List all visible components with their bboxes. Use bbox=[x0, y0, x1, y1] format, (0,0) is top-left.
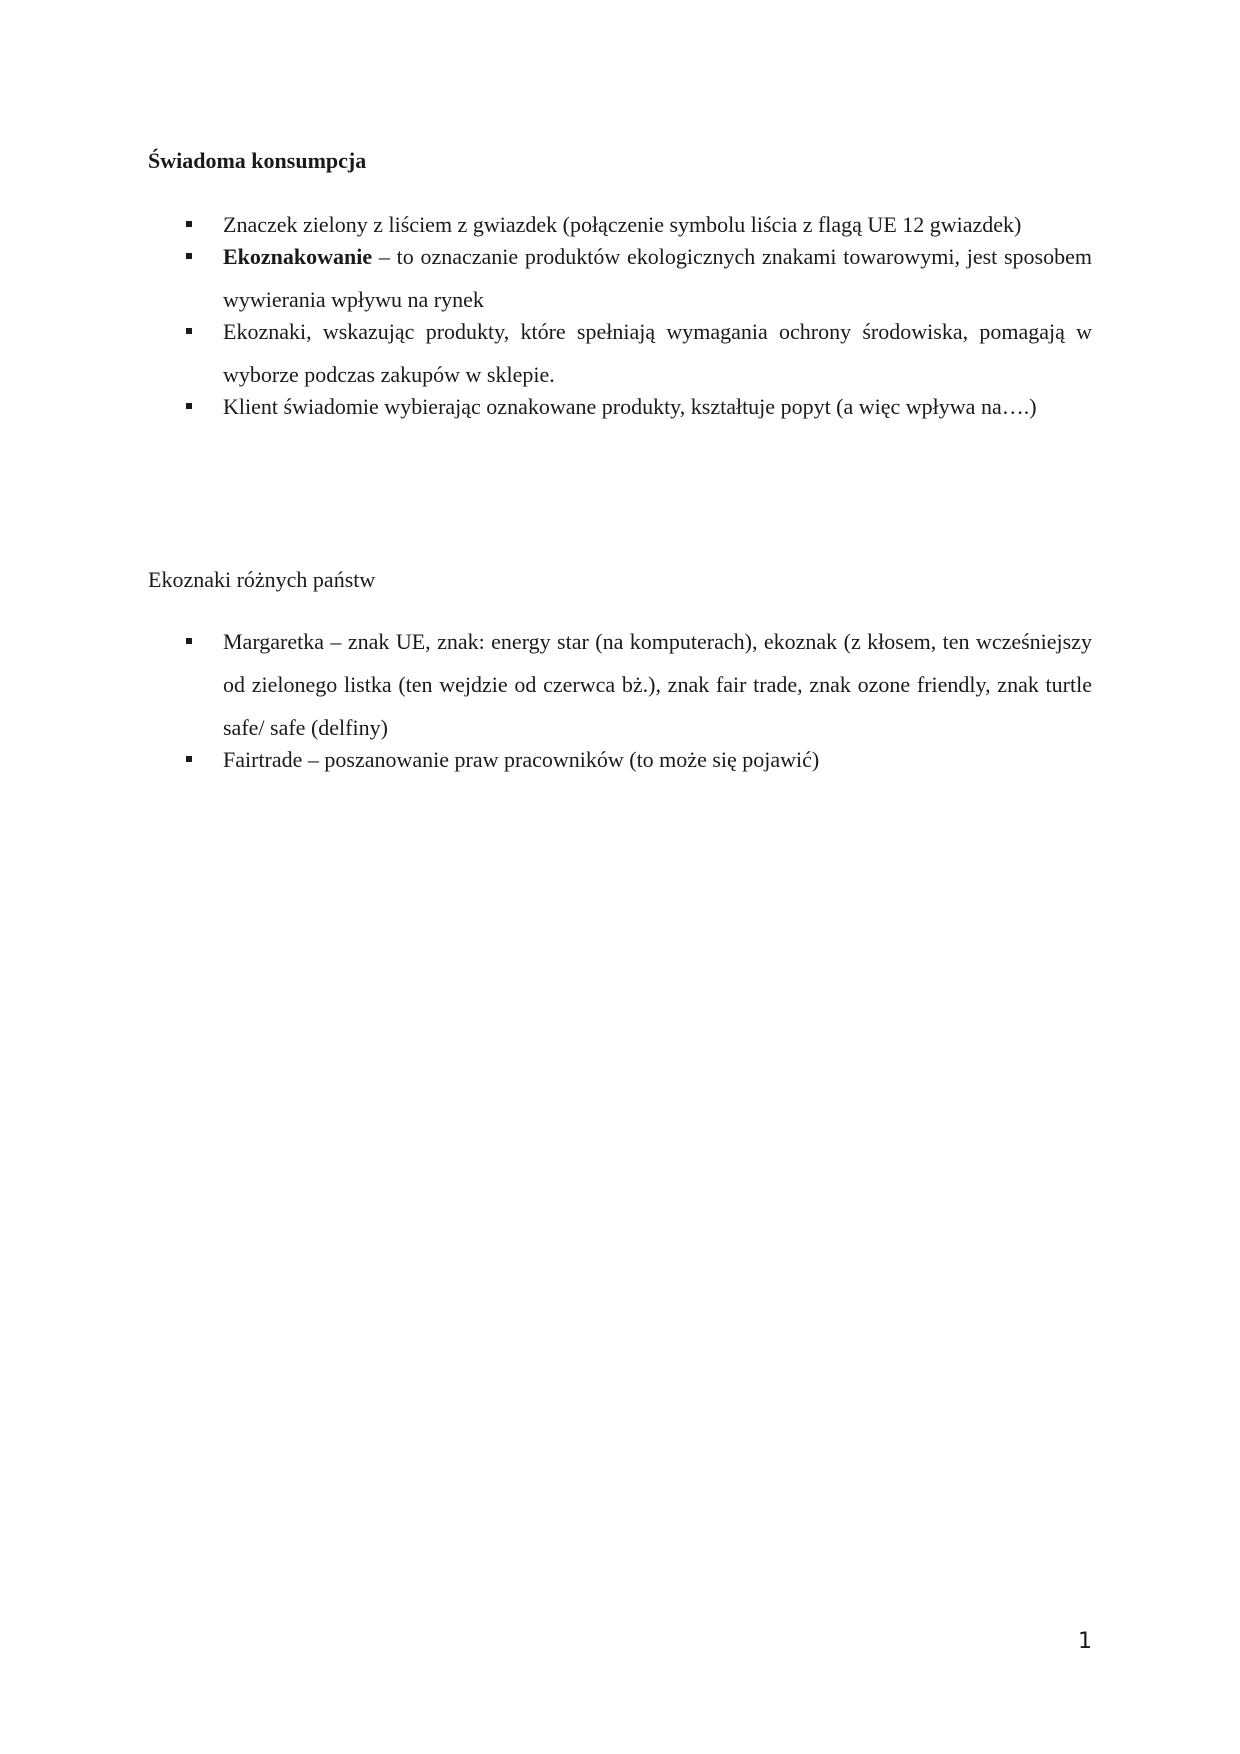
list-item-bold-term: Ekoznakowanie bbox=[223, 244, 373, 269]
list-item bbox=[148, 385, 1092, 428]
square-bullet-icon bbox=[186, 756, 192, 762]
bullet-list-ecolabels bbox=[148, 620, 1092, 781]
list-item-text: – to oznaczanie produktów ekologicznych znakami towarowymi, jest sposobem wywierania wpływu na rynek bbox=[223, 244, 1092, 312]
square-bullet-icon bbox=[186, 638, 192, 644]
list-item-text: Ekoznaki, wskazując produkty, które spełniają wymagania ochrony środowiska, pomagają w wyborze podczas zakupów w sklepie. bbox=[223, 319, 1092, 387]
square-bullet-icon bbox=[186, 328, 192, 334]
square-bullet-icon bbox=[186, 403, 192, 409]
square-bullet-icon bbox=[186, 253, 192, 259]
list-item-text: Margaretka – znak UE, znak: energy star (na komputerach), ekoznak (z kłosem, ten wcześniejszy od zielonego listka (ten wejdzie od czerwca bż.), znak fair trade, znak ozone friendly, znak turtle safe/ safe (delfiny) bbox=[223, 629, 1092, 740]
page-number: 1 bbox=[1078, 1629, 1092, 1654]
section-title: Ekoznaki różnych państw bbox=[148, 567, 376, 592]
list-item-text: Fairtrade – poszanowanie praw pracowników (to może się pojawić) bbox=[223, 747, 820, 772]
list-item bbox=[148, 620, 1092, 749]
list-item bbox=[148, 310, 1092, 396]
list-item-text: Znaczek zielony z liściem z gwiazdek (połączenie symbolu liścia z flagą UE 12 gwiazdek) bbox=[223, 212, 1022, 237]
square-bullet-icon bbox=[186, 221, 192, 227]
list-item-text: Klient świadomie wybierając oznakowane produkty, kształtuje popyt (a więc wpływa na….) bbox=[223, 394, 1037, 419]
page-title: Świadoma konsumpcja bbox=[148, 148, 367, 173]
bullet-list-conscious-consumption bbox=[148, 203, 1092, 428]
list-item bbox=[148, 235, 1092, 321]
list-item bbox=[148, 738, 1092, 781]
document-page bbox=[148, 0, 1092, 1754]
